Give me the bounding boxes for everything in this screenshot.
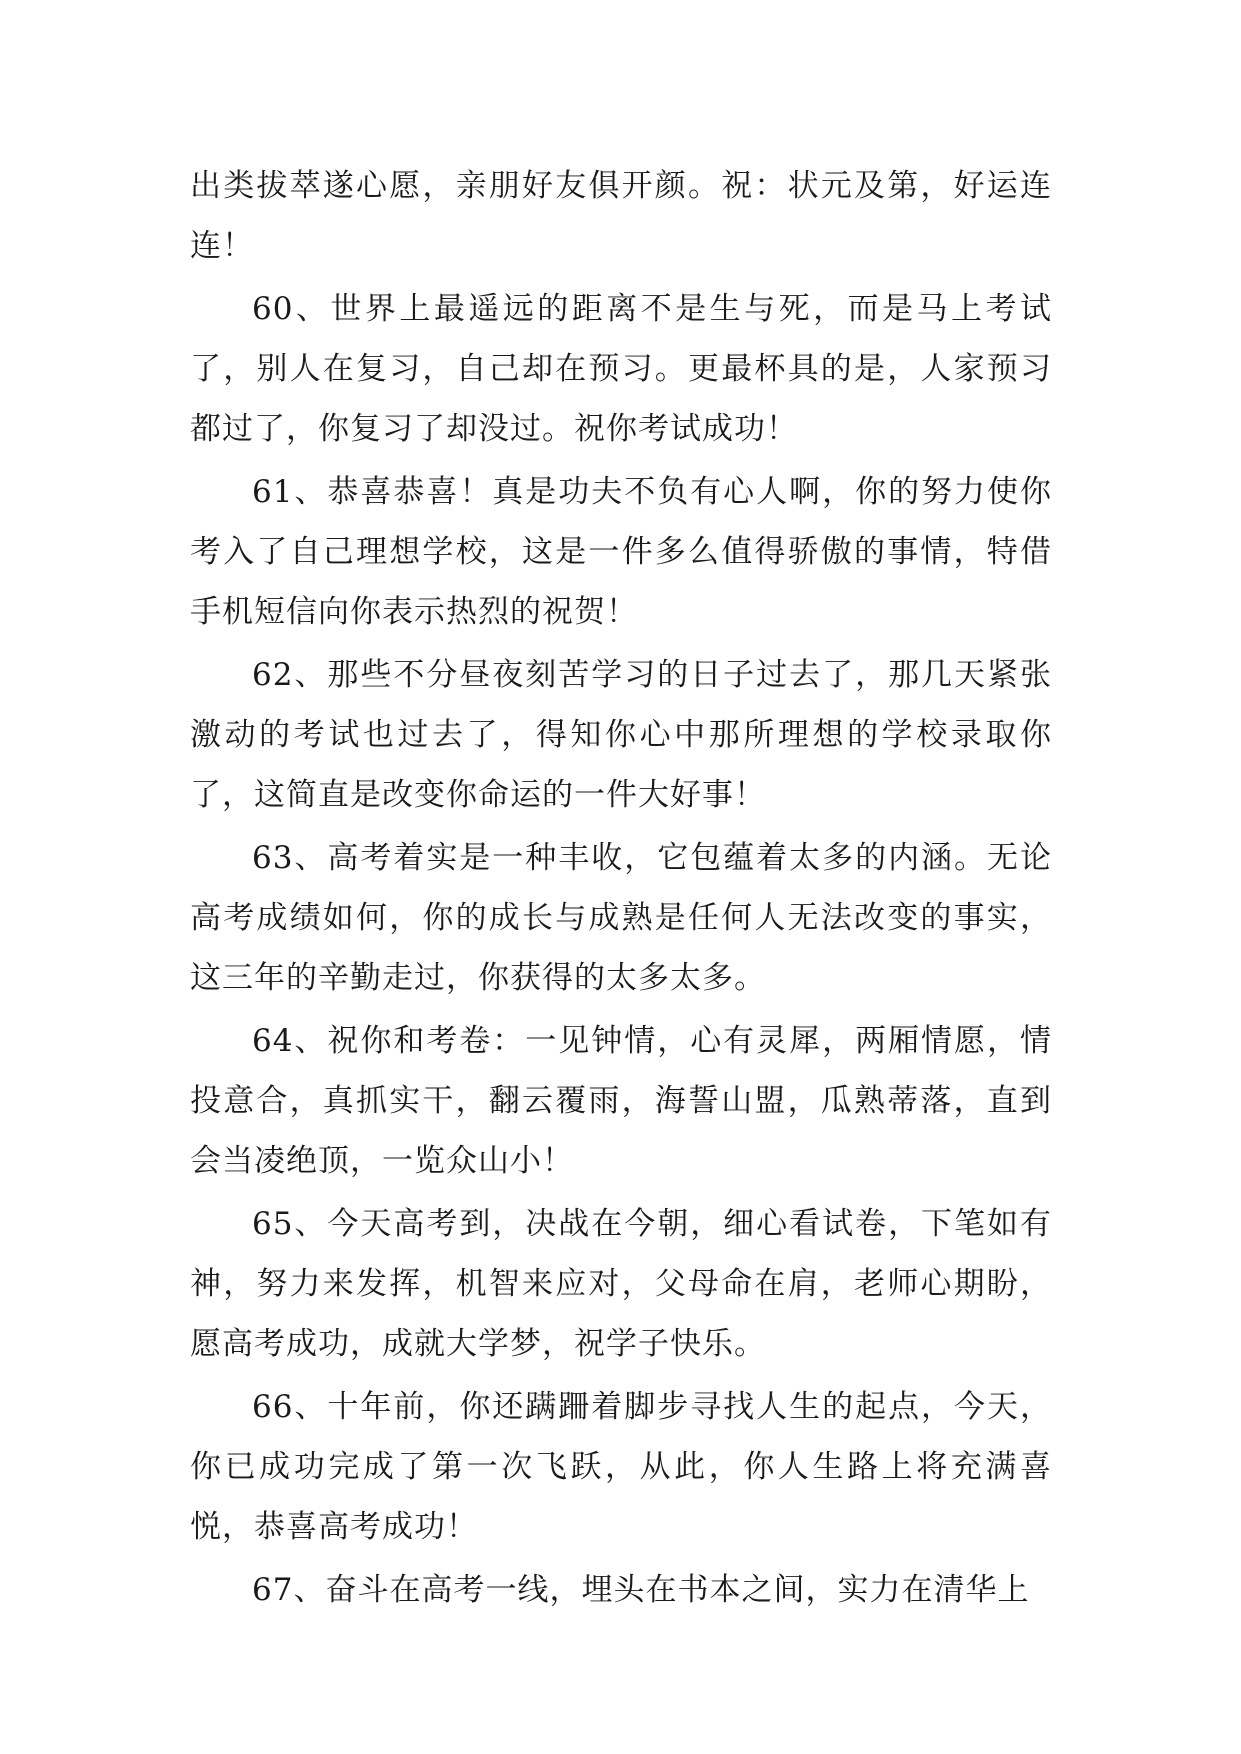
paragraph-continuation: 出类拔萃遂心愿，亲朋好友俱开颜。祝：状元及第，好运连连！ [190, 168, 1052, 264]
document-body [190, 156, 1052, 1620]
paragraph-60: 60、世界上最遥远的距离不是生与死，而是马上考试了，别人在复习，自己却在预习。更最杯具的是，人家预习都过了，你复习了却没过。祝你考试成功！ [190, 291, 1052, 447]
paragraph-63: 63、高考着实是一种丰收，它包蕴着太多的内涵。无论高考成绩如何，你的成长与成熟是任何人无法改变的事实，这三年的辛勤走过，你获得的太多太多。 [190, 840, 1052, 996]
paragraph-65: 65、今天高考到，决战在今朝，细心看试卷，下笔如有神，努力来发挥，机智来应对，父母命在肩，老师心期盼，愿高考成功，成就大学梦，祝学子快乐。 [190, 1206, 1052, 1362]
paragraph-66: 66、十年前，你还蹒跚着脚步寻找人生的起点，今天，你已成功完成了第一次飞跃，从此，你人生路上将充满喜悦，恭喜高考成功！ [190, 1389, 1052, 1545]
paragraph-61: 61、恭喜恭喜！真是功夫不负有心人啊，你的努力使你考入了自己理想学校，这是一件多么值得骄傲的事情，特借手机短信向你表示热烈的祝贺！ [190, 474, 1052, 630]
paragraph-67: 67、奋斗在高考一线，埋头在书本之间，实力在清华上 [252, 1572, 1030, 1608]
paragraph-62: 62、那些不分昼夜刻苦学习的日子过去了，那几天紧张激动的考试也过去了，得知你心中那所理想的学校录取你了，这简直是改变你命运的一件大好事！ [190, 657, 1052, 813]
paragraph-64: 64、祝你和考卷：一见钟情，心有灵犀，两厢情愿，情投意合，真抓实干，翻云覆雨，海誓山盟，瓜熟蒂落，直到会当凌绝顶，一览众山小！ [190, 1023, 1052, 1179]
